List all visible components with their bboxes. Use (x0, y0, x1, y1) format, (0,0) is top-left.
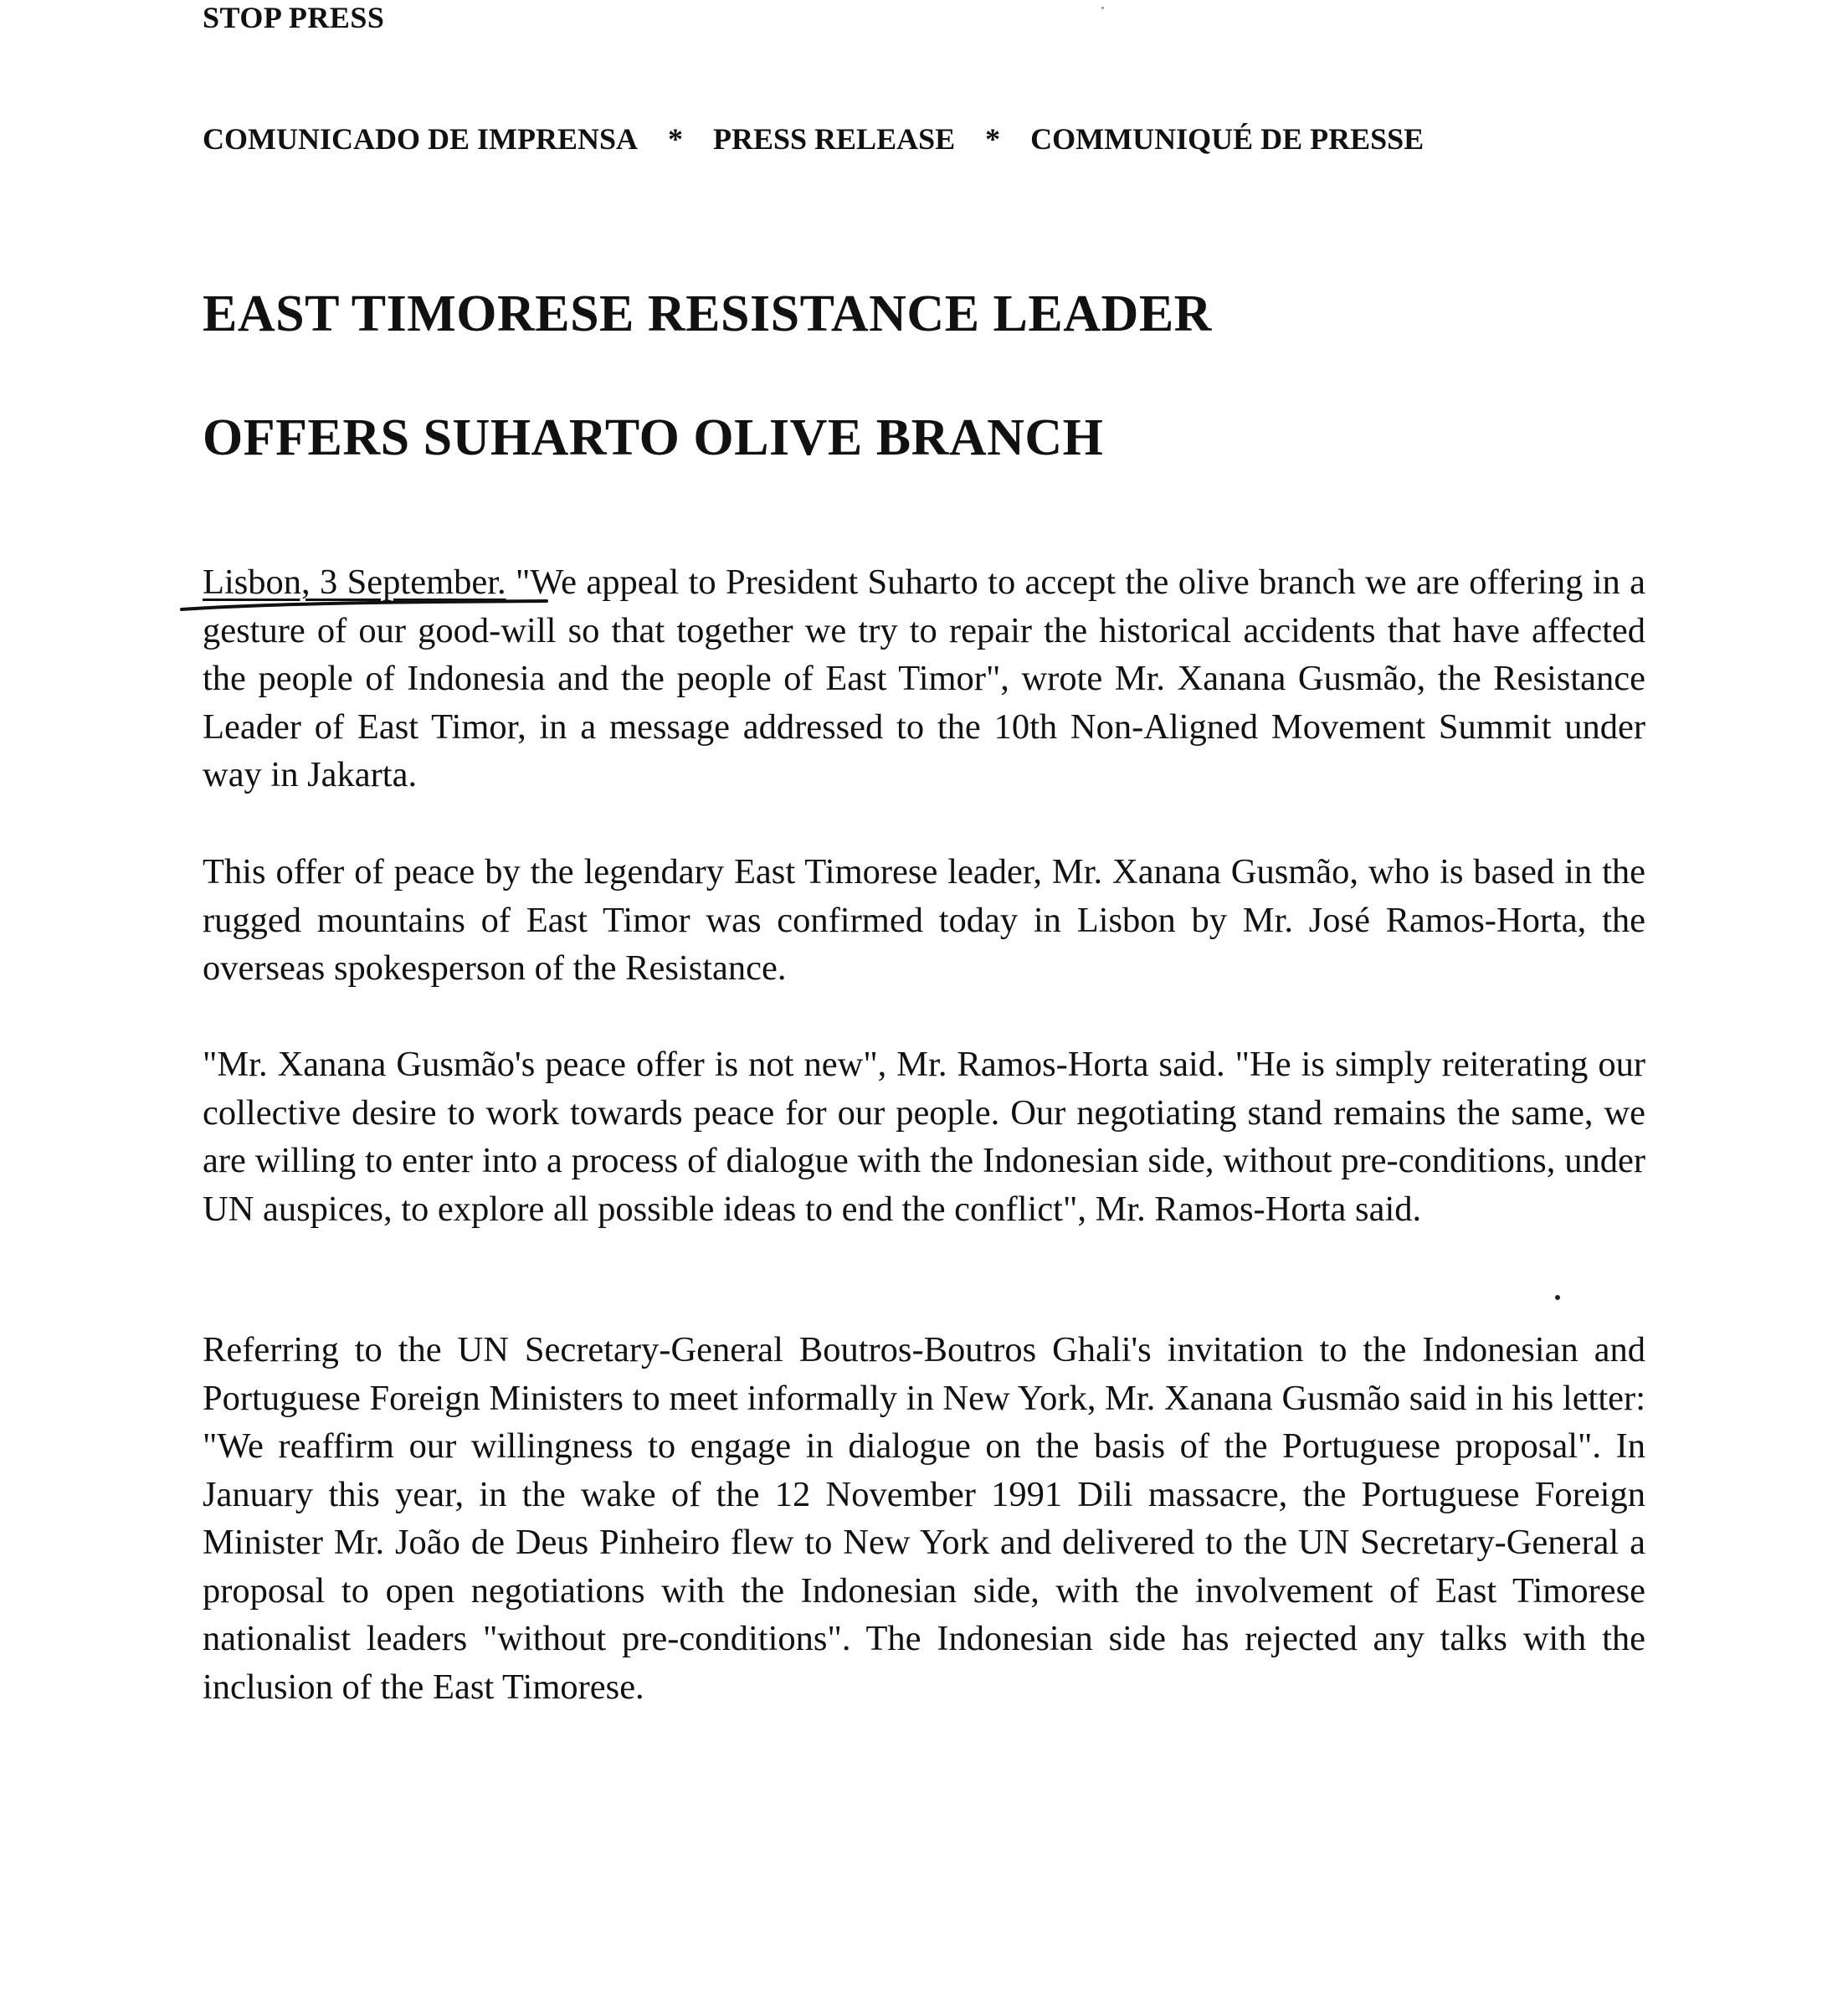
headline-line-1: EAST TIMORESE RESISTANCE LEADER (203, 285, 1212, 342)
scan-speck (1555, 1295, 1560, 1300)
scan-speck (1101, 7, 1104, 9)
headline-line-2: OFFERS SUHARTO OLIVE BRANCH (203, 409, 1104, 466)
release-label-portuguese: COMUNICADO DE IMPRENSA (203, 122, 638, 156)
release-type-line (203, 121, 1424, 157)
release-label-french: COMMUNIQUÉ DE PRESSE (1030, 122, 1424, 156)
body-paragraph-1 (203, 558, 1645, 799)
dateline: Lisbon, 3 September. (203, 563, 506, 602)
body-paragraph-2: This offer of peace by the legendary East Timorese leader, Mr. Xanana Gusmão, who is based in the rugged mountains of East Timor was confirmed today in Lisbon by Mr. José Ramos-Horta, the overseas spokesperson of the Resistance. (203, 852, 1645, 988)
separator-asterisk: * (668, 122, 683, 156)
separator-asterisk: * (985, 122, 1001, 156)
paragraph-1-text: "We appeal to President Suharto to accept the olive branch we are offering in a gesture of our good-will so that together we try to repair the historical accidents that have affected the people of Indonesia and the people of East Timor", wrote Mr. Xanana Gusmão, the Resistance Leader of East Timor, in a message addressed to the 10th Non-Aligned Movement Summit under way in Jakarta. (203, 563, 1645, 794)
stop-press-label: STOP PRESS (203, 1, 385, 34)
body-paragraph-3: "Mr. Xanana Gusmão's peace offer is not new", Mr. Ramos-Horta said. "He is simply reiterating our collective desire to work towards peace for our people. Our negotiating stand remains the same, we are willing to enter into a process of dialogue with the Indonesian side, without pre-conditions, under UN auspices, to explore all possible ideas to end the conflict", Mr. Ramos-Horta said. (203, 1045, 1645, 1229)
body-paragraph-4: Referring to the UN Secretary-General Boutros-Boutros Ghali's invitation to the Indonesian and Portuguese Foreign Ministers to meet informally in New York, Mr. Xanana Gusmão said in his letter: "We reaffirm our willingness to engage in dialogue on the basis of the Portuguese proposal". In January this year, in the wake of the 12 November 1991 Dili massacre, the Portuguese Foreign Minister Mr. João de Deus Pinheiro flew to New York and delivered to the UN Secretary-General a proposal to open negotiations with the Indonesian side, with the involvement of East Timorese nationalist leaders "without pre-conditions". The Indonesian side has rejected any talks with the inclusion of the East Timorese. (203, 1330, 1645, 1707)
release-label-english: PRESS RELEASE (713, 122, 956, 156)
